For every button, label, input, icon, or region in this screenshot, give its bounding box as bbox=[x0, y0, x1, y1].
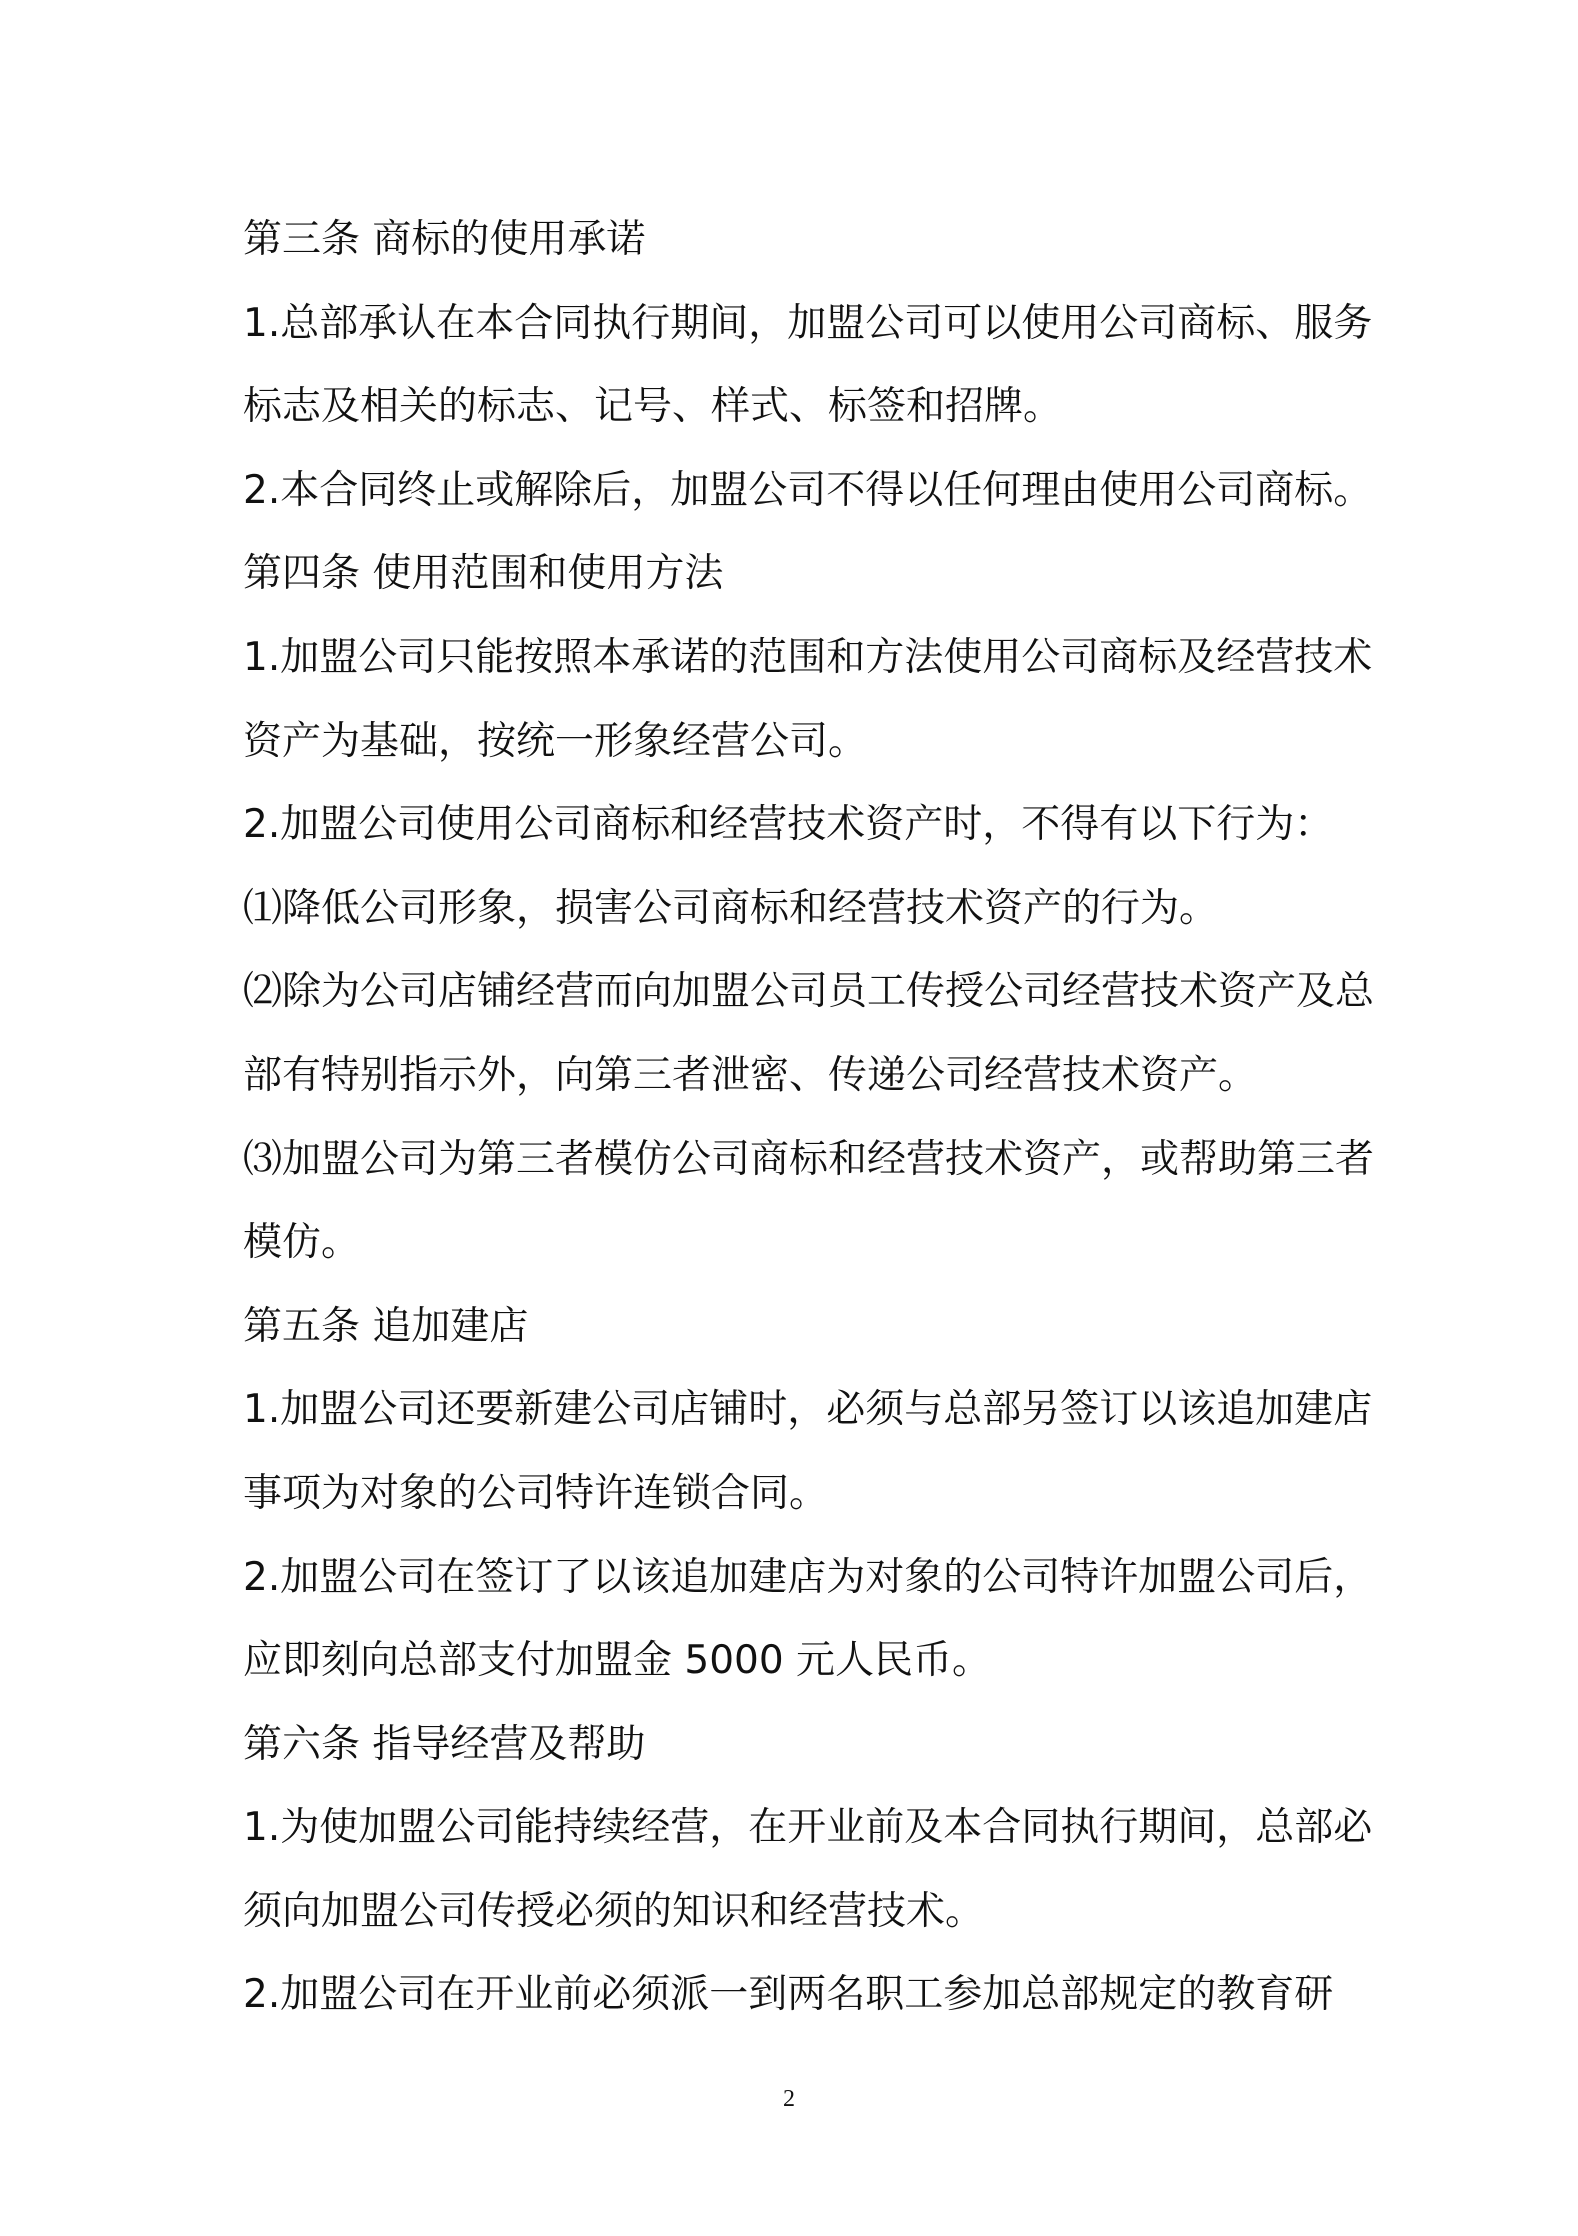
section-heading-article-6: 第六条 指导经营及帮助 bbox=[243, 1721, 646, 1767]
text-line: 1.总部承认在本合同执行期间，加盟公司可以使用公司商标、服务 bbox=[243, 300, 1373, 346]
text-line: ⑴降低公司形象，损害公司商标和经营技术资产的行为。 bbox=[243, 885, 1219, 931]
text-line: 2.加盟公司在开业前必须派一到两名职工参加总部规定的教育研 bbox=[243, 1972, 1334, 2018]
text-line: ⑶加盟公司为第三者模仿公司商标和经营技术资产，或帮助第三者 bbox=[243, 1136, 1375, 1182]
page-number: 2 bbox=[783, 2086, 795, 2112]
text-line: 须向加盟公司传授必须的知识和经营技术。 bbox=[243, 1888, 985, 1934]
text-line: 标志及相关的标志、记号、样式、标签和招牌。 bbox=[243, 384, 1063, 430]
text-line: 1.加盟公司只能按照本承诺的范围和方法使用公司商标及经营技术 bbox=[243, 634, 1373, 680]
text-line: 2.加盟公司使用公司商标和经营技术资产时，不得有以下行为： bbox=[243, 802, 1334, 848]
text-line: 应即刻向总部支付加盟金 5000 元人民币。 bbox=[243, 1638, 992, 1684]
text-line: 资产为基础，按统一形象经营公司。 bbox=[243, 718, 868, 764]
section-heading-article-3: 第三条 商标的使用承诺 bbox=[243, 217, 646, 262]
text-line: 2.本合同终止或解除后，加盟公司不得以任何理由使用公司商标。 bbox=[243, 467, 1373, 513]
section-heading-article-5: 第五条 追加建店 bbox=[243, 1303, 529, 1349]
section-heading-article-4: 第四条 使用范围和使用方法 bbox=[243, 551, 724, 597]
text-line: 模仿。 bbox=[243, 1220, 361, 1266]
text-line: 事项为对象的公司特许连锁合同。 bbox=[243, 1470, 829, 1516]
text-line: 部有特别指示外，向第三者泄密、传递公司经营技术资产。 bbox=[243, 1052, 1258, 1098]
text-line: 2.加盟公司在签订了以该追加建店为对象的公司特许加盟公司后， bbox=[243, 1554, 1373, 1600]
text-line: 1.加盟公司还要新建公司店铺时，必须与总部另签订以该追加建店 bbox=[243, 1387, 1373, 1433]
text-line: ⑵除为公司店铺经营而向加盟公司员工传授公司经营技术资产及总 bbox=[243, 969, 1375, 1015]
document-body bbox=[243, 198, 1375, 2037]
text-line: 1.为使加盟公司能持续经营，在开业前及本合同执行期间，总部必 bbox=[243, 1805, 1373, 1851]
